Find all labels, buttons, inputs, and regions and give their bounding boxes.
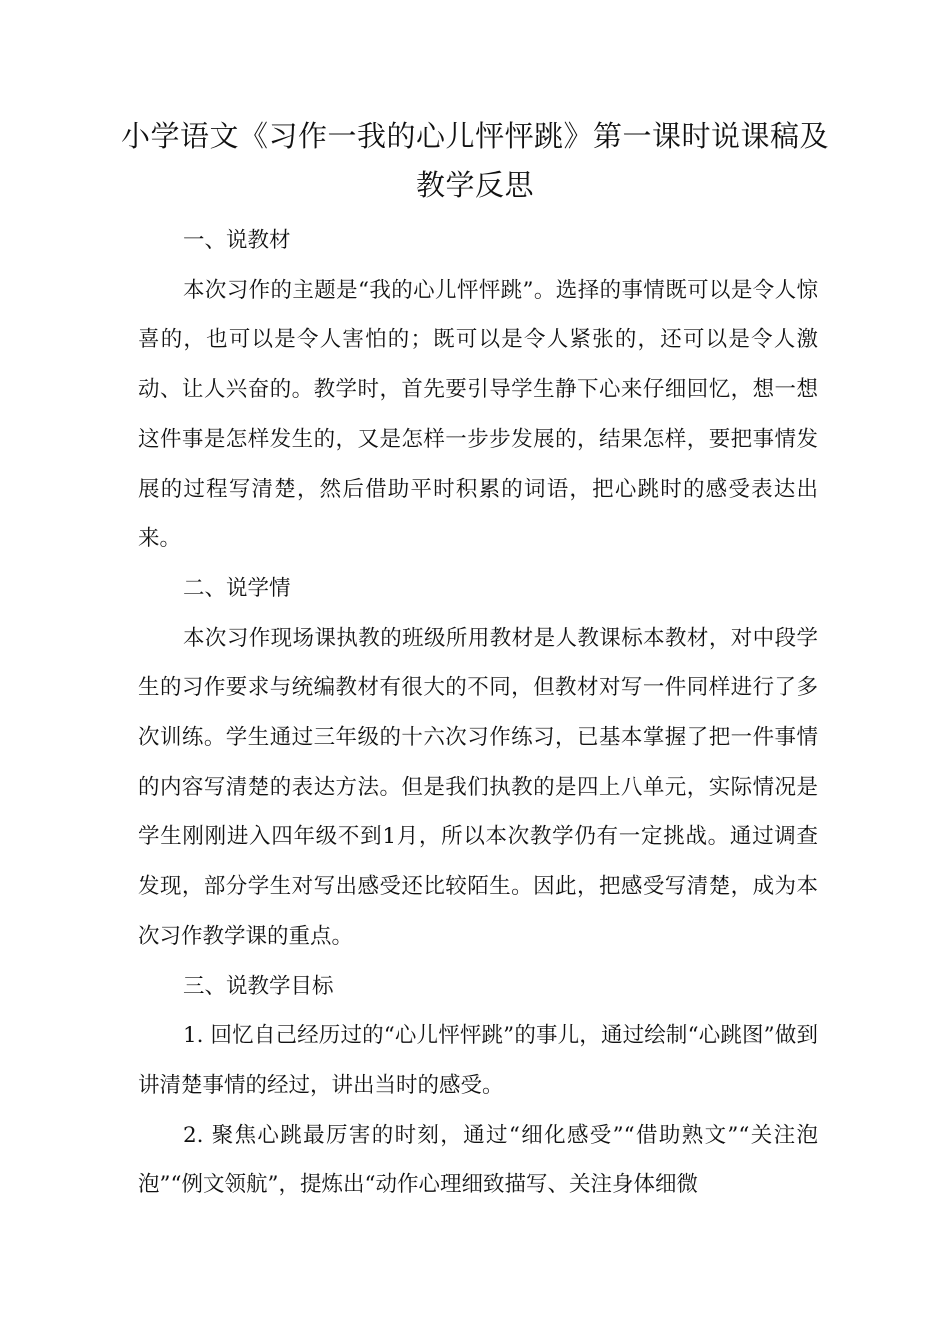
- section-heading-goals: 三、说教学目标: [183, 973, 334, 999]
- paragraph-goal-1: 1. 回忆自己经历过的“心儿怦怦跳”的事儿，通过绘制“心跳图”做到讲清楚事情的经过，讲出当时的感受。: [138, 1023, 818, 1098]
- document-title: 小学语文《习作一我的心儿怦怦跳》第一课时说课稿及教学反思: [120, 119, 829, 202]
- document-body: [138, 216, 818, 1210]
- section-heading-students: 二、说学情: [183, 575, 291, 601]
- section-heading-textbook: 一、说教材: [183, 228, 291, 253]
- paragraph-students: 本次习作现场课执教的班级所用教材是人教课标本教材，对中段学生的习作要求与统编教材有很大的不同，但教材对写一件同样进行了多次训练。学生通过三年级的十六次习作练习，已基本掌握了把一件事情的内容写清楚的表达方法。但是我们执教的是四上八单元，实际情况是学生刚刚进入四年级不到1月，所以本次教学仍有一定挑战。通过调查发现，部分学生对写出感受还比较陌生。因此，把感受写清楚，成为本次习作教学课的重点。: [138, 625, 818, 949]
- paragraph-goal-2: 2. 聚焦心跳最厉害的时刻，通过“细化感受”“借助熟文”“关注泡泡”“例文领航”，提炼出“动作心理细致描写、关注身体细微: [138, 1122, 818, 1198]
- paragraph-textbook: 本次习作的主题是“我的心儿怦怦跳”。选择的事情既可以是令人惊喜的，也可以是令人害怕的；既可以是令人紧张的，还可以是令人激动、让人兴奋的。教学时，首先要引导学生静下心来仔细回忆，想一想这件事是怎样发生的，又是怎样一步步发展的，结果怎样，要把事情发展的过程写清楚，然后借助平时积累的词语，把心跳时的感受表达出来。: [138, 277, 818, 552]
